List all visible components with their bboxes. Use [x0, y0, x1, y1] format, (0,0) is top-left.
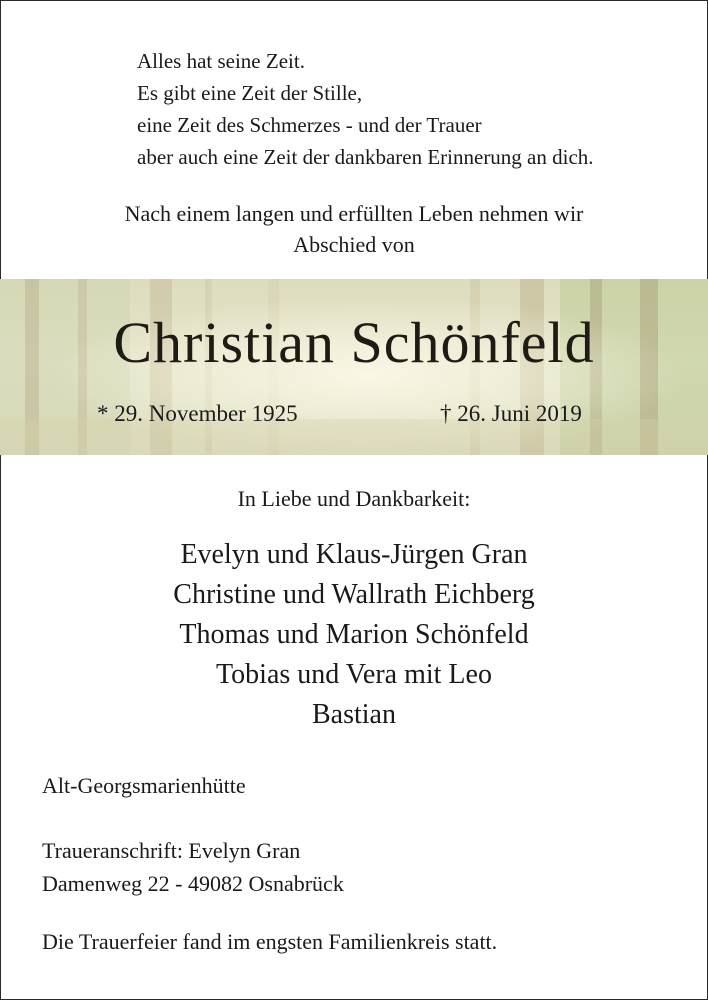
poem-line: Alles hat seine Zeit. [137, 49, 305, 73]
mourner-line: Christine und Wallrath Eichberg [173, 579, 535, 610]
death-date: † 26. Juni 2019 [440, 401, 582, 426]
intro-text [0, 198, 708, 260]
deceased-name: Christian Schönfeld [113, 310, 595, 375]
poem-line: aber auch eine Zeit der dankbaren Erinnerung an dich. [137, 145, 594, 169]
address-line: Damenweg 22 - 49082 Osnabrück [42, 871, 344, 896]
funeral-note: Die Trauerfeier fand im engsten Familienkreis statt. [42, 929, 498, 954]
mourner-line: Tobias und Vera mit Leo [216, 659, 492, 690]
mourning-address [42, 834, 344, 900]
mourners-list [0, 535, 708, 735]
birth-date: * 29. November 1925 [97, 401, 298, 426]
mourner-line: Bastian [312, 699, 396, 730]
poem [137, 45, 594, 173]
place-name: Alt-Georgsmarienhütte [42, 773, 246, 798]
mourner-line: Evelyn und Klaus-Jürgen Gran [180, 539, 528, 570]
mourner-line: Thomas und Marion Schönfeld [179, 619, 529, 650]
intro-line: Nach einem langen und erfüllten Leben nehmen wir [124, 201, 584, 226]
address-line: Traueranschrift: Evelyn Gran [42, 838, 301, 863]
poem-line: Es gibt eine Zeit der Stille, [137, 81, 363, 105]
thanks-heading: In Liebe und Dankbarkeit: [237, 486, 471, 511]
intro-line: Abschied von [293, 232, 415, 257]
poem-line: eine Zeit des Schmerzes - und der Trauer [137, 113, 482, 137]
